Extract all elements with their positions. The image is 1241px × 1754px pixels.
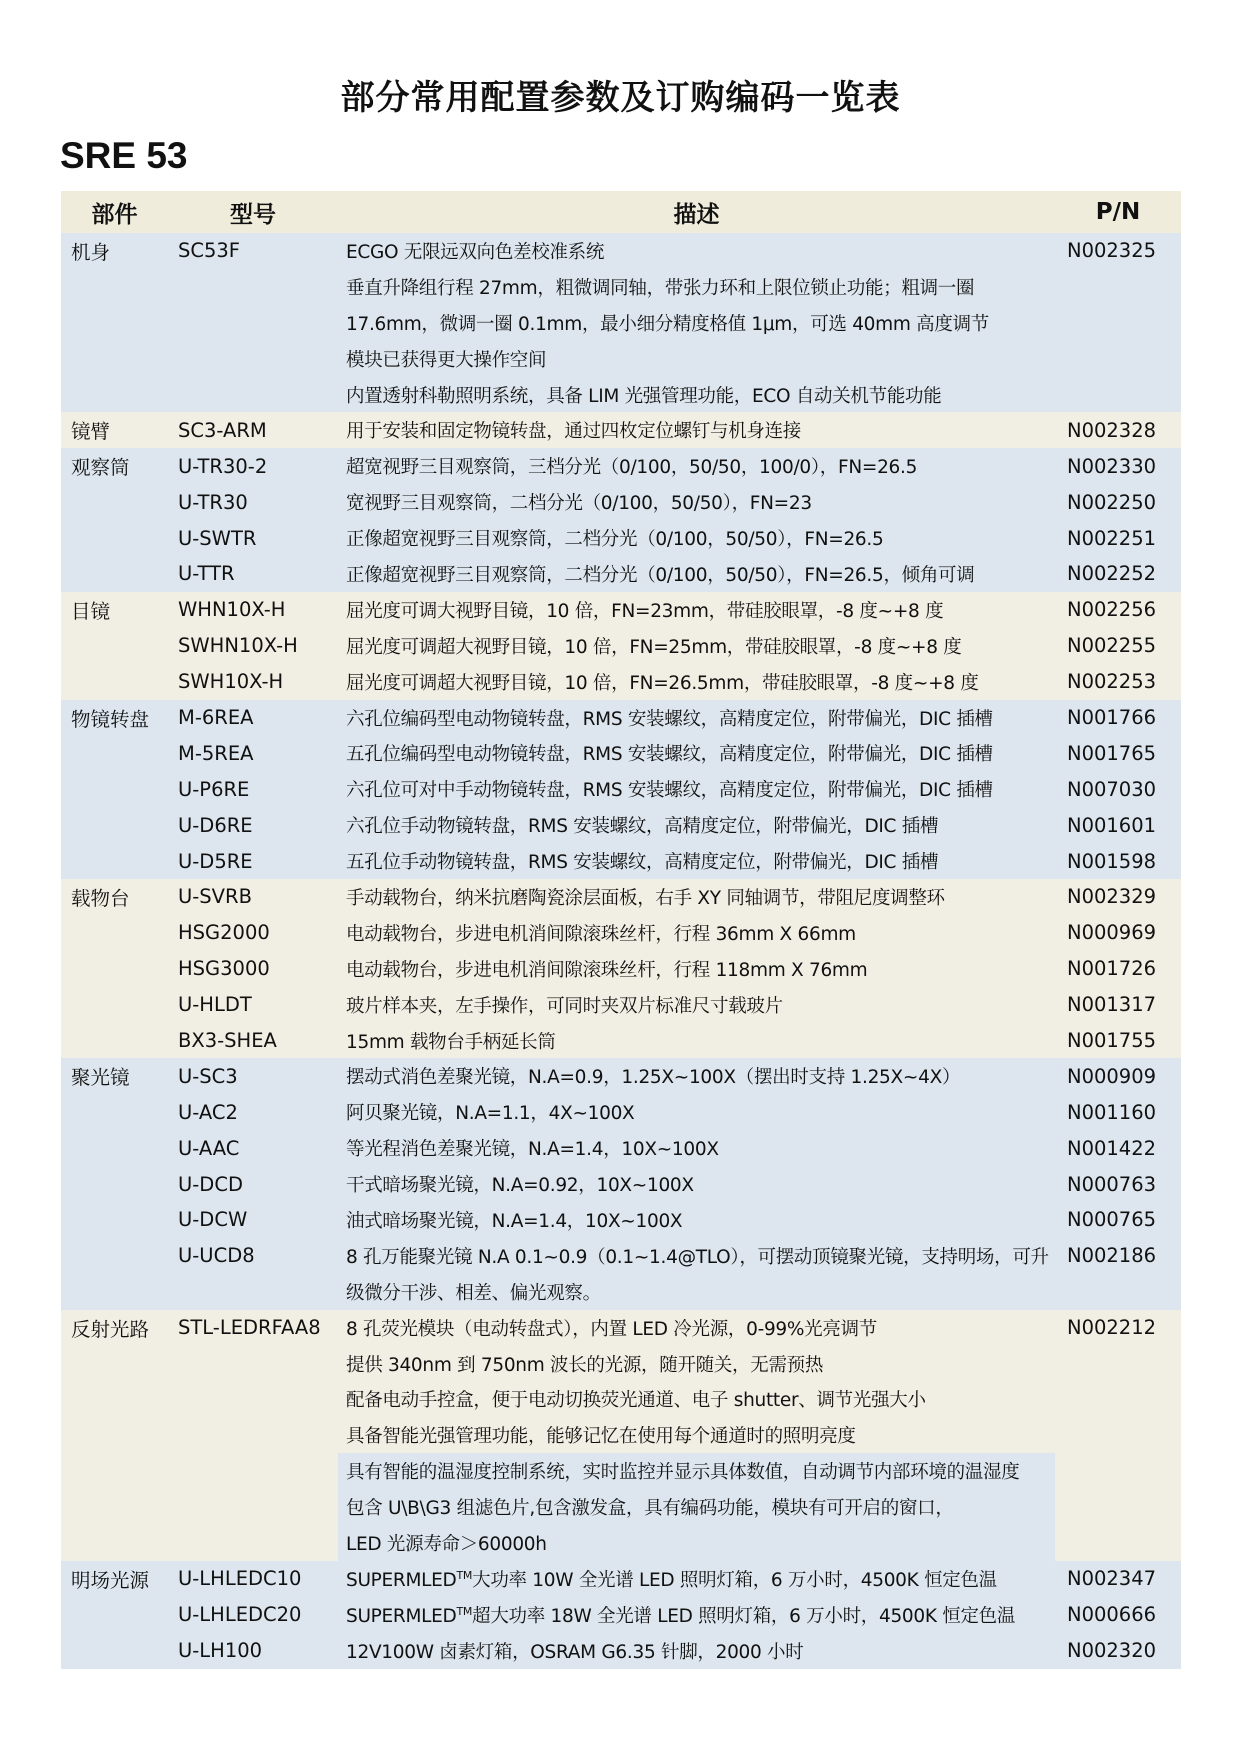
desc-text: 包含 U\B\G3 组滤色片,包含激发盒，具有编码功能，模块有可开启的窗口， bbox=[346, 1498, 954, 1520]
pn-cell bbox=[1055, 341, 1181, 377]
header-desc: 描述 bbox=[338, 191, 1055, 233]
table-row bbox=[61, 1525, 1181, 1561]
table-row bbox=[61, 1094, 1181, 1130]
desc-text: 模块已获得更大操作空间 bbox=[346, 349, 547, 371]
pn-cell: N001598 bbox=[1055, 843, 1181, 879]
table-row bbox=[61, 556, 1181, 592]
desc-cell bbox=[338, 1489, 1055, 1525]
table-row bbox=[61, 1346, 1181, 1382]
part-cell bbox=[61, 664, 168, 700]
model-cell: SC3-ARM bbox=[168, 412, 338, 448]
part-cell bbox=[61, 628, 168, 664]
model-cell: U-D6RE bbox=[168, 807, 338, 843]
trademark-sup: TM bbox=[456, 1604, 473, 1618]
part-cell: 载物台 bbox=[61, 879, 168, 915]
pn-cell: N002325 bbox=[1055, 233, 1181, 269]
model-cell: U-AAC bbox=[168, 1130, 338, 1166]
part-cell bbox=[61, 305, 168, 341]
table-row bbox=[61, 1130, 1181, 1166]
desc-text-tail: 大功率 10W 全光谱 LED 照明灯箱，6 万小时，4500K 恒定色温 bbox=[472, 1569, 997, 1591]
desc-cell bbox=[338, 807, 1055, 843]
desc-text: 电动载物台，步进电机消间隙滚珠丝杆，行程 118mm X 76mm bbox=[346, 959, 868, 981]
desc-text: 级微分干涉、相差、偏光观察。 bbox=[346, 1282, 601, 1304]
desc-cell bbox=[338, 843, 1055, 879]
model-cell bbox=[168, 1489, 338, 1525]
desc-cell bbox=[338, 484, 1055, 520]
desc-text: 具备智能光强管理功能，能够记忆在使用每个通道时的照明亮度 bbox=[346, 1426, 856, 1448]
model-cell: HSG2000 bbox=[168, 915, 338, 951]
table-row bbox=[61, 1202, 1181, 1238]
pn-cell bbox=[1055, 1274, 1181, 1310]
part-cell bbox=[61, 1382, 168, 1418]
desc-cell bbox=[338, 1346, 1055, 1382]
desc-text: 8 孔万能聚光镜 N.A 0.1~0.9（0.1~1.4@TLO），可摆动顶镜聚光镜，支持明场，可升 bbox=[346, 1246, 1049, 1268]
model-cell bbox=[168, 1274, 338, 1310]
pn-cell bbox=[1055, 377, 1181, 413]
part-cell bbox=[61, 1094, 168, 1130]
table-row bbox=[61, 520, 1181, 556]
desc-cell bbox=[338, 1417, 1055, 1453]
desc-text: 17.6mm，微调一圈 0.1mm，最小细分精度格值 1μm，可选 40mm 高度调节 bbox=[346, 313, 989, 335]
pn-cell: N002186 bbox=[1055, 1238, 1181, 1274]
spec-table-body bbox=[61, 233, 1181, 1669]
pn-cell bbox=[1055, 1382, 1181, 1418]
table-row bbox=[61, 1310, 1181, 1346]
model-cell: U-DCW bbox=[168, 1202, 338, 1238]
model-cell bbox=[168, 341, 338, 377]
desc-cell bbox=[338, 735, 1055, 771]
pn-cell: N001422 bbox=[1055, 1130, 1181, 1166]
pn-cell: N000969 bbox=[1055, 915, 1181, 951]
model-cell bbox=[168, 1453, 338, 1489]
desc-text: 15mm 载物台手柄延长筒 bbox=[346, 1031, 556, 1053]
pn-cell: N002347 bbox=[1055, 1561, 1181, 1597]
part-cell: 聚光镜 bbox=[61, 1058, 168, 1094]
part-cell bbox=[61, 987, 168, 1023]
pn-cell: N007030 bbox=[1055, 771, 1181, 807]
desc-text: 屈光度可调超大视野目镜，10 倍，FN=26.5mm，带硅胶眼罩，-8 度~+8 度 bbox=[346, 672, 979, 694]
part-cell bbox=[61, 771, 168, 807]
model-cell bbox=[168, 305, 338, 341]
part-cell bbox=[61, 1597, 168, 1633]
desc-cell bbox=[338, 1166, 1055, 1202]
pn-cell bbox=[1055, 1453, 1181, 1489]
pn-cell: N002330 bbox=[1055, 448, 1181, 484]
model-cell: HSG3000 bbox=[168, 951, 338, 987]
desc-text: 玻片样本夹，左手操作，可同时夹双片标准尺寸载玻片 bbox=[346, 995, 783, 1017]
part-cell bbox=[61, 377, 168, 413]
desc-text: 配备电动手控盒，便于电动切换荧光通道、电子 shutter、调节光强大小 bbox=[346, 1390, 926, 1412]
table-row bbox=[61, 1453, 1181, 1489]
model-cell: U-SVRB bbox=[168, 879, 338, 915]
desc-text: 超宽视野三目观察筒，三档分光（0/100，50/50，100/0），FN=26.5 bbox=[346, 457, 918, 479]
table-row bbox=[61, 592, 1181, 628]
header-model: 型号 bbox=[168, 191, 338, 233]
model-cell: U-AC2 bbox=[168, 1094, 338, 1130]
table-row bbox=[61, 448, 1181, 484]
desc-cell bbox=[338, 664, 1055, 700]
desc-cell bbox=[338, 1202, 1055, 1238]
pn-cell: N001726 bbox=[1055, 951, 1181, 987]
desc-cell bbox=[338, 556, 1055, 592]
part-cell bbox=[61, 1023, 168, 1059]
model-cell bbox=[168, 269, 338, 305]
part-cell bbox=[61, 269, 168, 305]
desc-cell bbox=[338, 700, 1055, 736]
table-row bbox=[61, 341, 1181, 377]
model-cell: U-SWTR bbox=[168, 520, 338, 556]
desc-text: 六孔位可对中手动物镜转盘，RMS 安装螺纹，高精度定位，附带偏光，DIC 插槽 bbox=[346, 780, 993, 802]
desc-text: 提供 340nm 到 750nm 波长的光源，随开随关，无需预热 bbox=[346, 1354, 824, 1376]
desc-text: 摆动式消色差聚光镜，N.A=0.9，1.25X~100X（摆出时支持 1.25X~4X） bbox=[346, 1067, 961, 1089]
table-row bbox=[61, 987, 1181, 1023]
part-cell bbox=[61, 807, 168, 843]
desc-text: 屈光度可调超大视野目镜，10 倍，FN=25mm，带硅胶眼罩，-8 度~+8 度 bbox=[346, 636, 962, 658]
pn-cell bbox=[1055, 1346, 1181, 1382]
desc-cell bbox=[338, 305, 1055, 341]
table-row bbox=[61, 1417, 1181, 1453]
desc-text: 屈光度可调大视野目镜，10 倍，FN=23mm，带硅胶眼罩，-8 度~+8 度 bbox=[346, 600, 944, 622]
desc-text: 六孔位编码型电动物镜转盘，RMS 安装螺纹，高精度定位，附带偏光，DIC 插槽 bbox=[346, 708, 993, 730]
desc-cell bbox=[338, 269, 1055, 305]
desc-text: SUPERMLED bbox=[346, 1605, 457, 1627]
trademark-sup: TM bbox=[456, 1568, 473, 1582]
pn-cell: N002320 bbox=[1055, 1633, 1181, 1669]
desc-cell bbox=[338, 1130, 1055, 1166]
desc-cell bbox=[338, 1094, 1055, 1130]
desc-text-tail: 超大功率 18W 全光谱 LED 照明灯箱，6 万小时，4500K 恒定色温 bbox=[472, 1605, 1016, 1627]
table-row bbox=[61, 843, 1181, 879]
pn-cell bbox=[1055, 1417, 1181, 1453]
desc-text: 五孔位编码型电动物镜转盘，RMS 安装螺纹，高精度定位，附带偏光，DIC 插槽 bbox=[346, 744, 993, 766]
part-cell bbox=[61, 1417, 168, 1453]
desc-text: 油式暗场聚光镜，N.A=1.4，10X~100X bbox=[346, 1210, 683, 1232]
pn-cell: N001601 bbox=[1055, 807, 1181, 843]
part-cell: 明场光源 bbox=[61, 1561, 168, 1597]
table-row bbox=[61, 664, 1181, 700]
table-row bbox=[61, 771, 1181, 807]
desc-text: LED 光源寿命＞60000h bbox=[346, 1534, 547, 1555]
desc-cell bbox=[338, 377, 1055, 413]
pn-cell: N000765 bbox=[1055, 1202, 1181, 1238]
part-cell: 目镜 bbox=[61, 592, 168, 628]
table-row bbox=[61, 879, 1181, 915]
desc-text: 内置透射科勒照明系统，具备 LIM 光强管理功能，ECO 自动关机节能功能 bbox=[346, 385, 942, 407]
part-cell bbox=[61, 520, 168, 556]
model-cell: U-SC3 bbox=[168, 1058, 338, 1094]
pn-cell: N002255 bbox=[1055, 628, 1181, 664]
header-pn: P/N bbox=[1055, 191, 1181, 233]
desc-cell bbox=[338, 1023, 1055, 1059]
table-row bbox=[61, 1058, 1181, 1094]
model-cell: U-LHLEDC10 bbox=[168, 1561, 338, 1597]
table-row bbox=[61, 1238, 1181, 1274]
model-cell: M-6REA bbox=[168, 700, 338, 736]
part-cell bbox=[61, 915, 168, 951]
pn-cell bbox=[1055, 1525, 1181, 1561]
desc-cell bbox=[338, 1561, 1055, 1597]
desc-cell bbox=[338, 771, 1055, 807]
pn-cell: N000666 bbox=[1055, 1597, 1181, 1633]
desc-cell bbox=[338, 592, 1055, 628]
part-cell bbox=[61, 556, 168, 592]
table-row bbox=[61, 1597, 1181, 1633]
part-cell bbox=[61, 484, 168, 520]
desc-cell bbox=[338, 1058, 1055, 1094]
table-row bbox=[61, 1561, 1181, 1597]
page-title: 部分常用配置参数及订购编码一览表 bbox=[340, 78, 901, 118]
desc-text: 等光程消色差聚光镜，N.A=1.4，10X~100X bbox=[346, 1139, 719, 1161]
desc-text: ECGO 无限远双向色差校准系统 bbox=[346, 241, 605, 263]
desc-text: 用于安装和固定物镜转盘，通过四枚定位螺钉与机身连接 bbox=[346, 421, 802, 443]
desc-cell bbox=[338, 448, 1055, 484]
table-row bbox=[61, 628, 1181, 664]
desc-text: SUPERMLED bbox=[346, 1569, 457, 1591]
table-row bbox=[61, 1633, 1181, 1669]
header-part: 部件 bbox=[61, 191, 168, 233]
model-cell: SWH10X-H bbox=[168, 664, 338, 700]
model-cell: U-P6RE bbox=[168, 771, 338, 807]
pn-cell: N001317 bbox=[1055, 987, 1181, 1023]
part-cell bbox=[61, 1346, 168, 1382]
model-cell bbox=[168, 1417, 338, 1453]
desc-cell bbox=[338, 1310, 1055, 1346]
desc-cell bbox=[338, 1453, 1055, 1489]
pn-cell bbox=[1055, 305, 1181, 341]
model-cell: BX3-SHEA bbox=[168, 1023, 338, 1059]
pn-cell: N002329 bbox=[1055, 879, 1181, 915]
desc-text: 8 孔荧光模块（电动转盘式），内置 LED 冷光源，0-99%光亮调节 bbox=[346, 1318, 877, 1340]
desc-text: 具有智能的温湿度控制系统，实时监控并显示具体数值，自动调节内部环境的温湿度 bbox=[346, 1462, 1020, 1484]
model-cell bbox=[168, 1525, 338, 1561]
table-row bbox=[61, 951, 1181, 987]
desc-cell bbox=[338, 628, 1055, 664]
model-cell: U-TR30 bbox=[168, 484, 338, 520]
table-row bbox=[61, 735, 1181, 771]
table-row bbox=[61, 484, 1181, 520]
desc-cell bbox=[338, 233, 1055, 269]
desc-text: 正像超宽视野三目观察筒，二档分光（0/100，50/50），FN=26.5 bbox=[346, 529, 884, 551]
part-cell: 镜臂 bbox=[61, 412, 168, 448]
model-cell: U-TR30-2 bbox=[168, 448, 338, 484]
table-row bbox=[61, 269, 1181, 305]
part-cell bbox=[61, 1274, 168, 1310]
part-cell bbox=[61, 1489, 168, 1525]
desc-cell bbox=[338, 1238, 1055, 1274]
table-row bbox=[61, 412, 1181, 448]
table-row bbox=[61, 700, 1181, 736]
pn-cell bbox=[1055, 269, 1181, 305]
desc-text: 垂直升降组行程 27mm，粗微调同轴，带张力环和上限位锁止功能；粗调一圈 bbox=[346, 277, 975, 299]
desc-cell bbox=[338, 412, 1055, 448]
pn-cell: N002212 bbox=[1055, 1310, 1181, 1346]
model-cell: U-LHLEDC20 bbox=[168, 1597, 338, 1633]
part-cell bbox=[61, 1130, 168, 1166]
table-row bbox=[61, 1489, 1181, 1525]
desc-cell bbox=[338, 1633, 1055, 1669]
desc-text: 宽视野三目观察筒，二档分光（0/100，50/50），FN=23 bbox=[346, 493, 812, 515]
desc-text: 干式暗场聚光镜，N.A=0.92，10X~100X bbox=[346, 1175, 694, 1197]
desc-cell bbox=[338, 879, 1055, 915]
table-row bbox=[61, 1166, 1181, 1202]
pn-cell bbox=[1055, 1489, 1181, 1525]
model-cell: U-LH100 bbox=[168, 1633, 338, 1669]
model-cell bbox=[168, 377, 338, 413]
desc-cell bbox=[338, 951, 1055, 987]
model-cell: U-HLDT bbox=[168, 987, 338, 1023]
part-cell bbox=[61, 1633, 168, 1669]
desc-text: 电动载物台，步进电机消间隙滚珠丝杆，行程 36mm X 66mm bbox=[346, 923, 856, 945]
model-cell: U-TTR bbox=[168, 556, 338, 592]
desc-cell bbox=[338, 1382, 1055, 1418]
model-cell: U-DCD bbox=[168, 1166, 338, 1202]
model-cell: STL-LEDRFAA8 bbox=[168, 1310, 338, 1346]
model-cell: U-UCD8 bbox=[168, 1238, 338, 1274]
desc-cell bbox=[338, 915, 1055, 951]
desc-cell bbox=[338, 341, 1055, 377]
table-row bbox=[61, 1382, 1181, 1418]
pn-cell: N001160 bbox=[1055, 1094, 1181, 1130]
part-cell bbox=[61, 735, 168, 771]
model-title: SRE 53 bbox=[60, 135, 188, 176]
part-cell bbox=[61, 843, 168, 879]
part-cell: 反射光路 bbox=[61, 1310, 168, 1346]
desc-text: 12V100W 卤素灯箱，OSRAM G6.35 针脚，2000 小时 bbox=[346, 1641, 804, 1663]
desc-text: 正像超宽视野三目观察筒，二档分光（0/100，50/50），FN=26.5，倾角可调 bbox=[346, 564, 975, 586]
pn-cell: N002256 bbox=[1055, 592, 1181, 628]
pn-cell: N002250 bbox=[1055, 484, 1181, 520]
desc-cell bbox=[338, 1274, 1055, 1310]
pn-cell: N001755 bbox=[1055, 1023, 1181, 1059]
pn-cell: N000909 bbox=[1055, 1058, 1181, 1094]
table-row bbox=[61, 915, 1181, 951]
model-cell bbox=[168, 1382, 338, 1418]
desc-cell bbox=[338, 520, 1055, 556]
model-cell: WHN10X-H bbox=[168, 592, 338, 628]
table-header-row bbox=[61, 191, 1181, 233]
model-cell: SWHN10X-H bbox=[168, 628, 338, 664]
desc-text: 阿贝聚光镜，N.A=1.1，4X~100X bbox=[346, 1103, 635, 1125]
model-cell: U-D5RE bbox=[168, 843, 338, 879]
table-row bbox=[61, 305, 1181, 341]
desc-text: 六孔位手动物镜转盘，RMS 安装螺纹，高精度定位，附带偏光，DIC 插槽 bbox=[346, 816, 939, 838]
pn-cell: N002328 bbox=[1055, 412, 1181, 448]
table-row bbox=[61, 377, 1181, 413]
part-cell bbox=[61, 1525, 168, 1561]
part-cell bbox=[61, 951, 168, 987]
part-cell bbox=[61, 1453, 168, 1489]
part-cell bbox=[61, 341, 168, 377]
desc-text: 五孔位手动物镜转盘，RMS 安装螺纹，高精度定位，附带偏光，DIC 插槽 bbox=[346, 852, 939, 874]
pn-cell: N001765 bbox=[1055, 735, 1181, 771]
desc-cell bbox=[338, 1597, 1055, 1633]
desc-cell bbox=[338, 1525, 1055, 1561]
table-row bbox=[61, 1023, 1181, 1059]
part-cell: 观察筒 bbox=[61, 448, 168, 484]
model-cell bbox=[168, 1346, 338, 1382]
part-cell: 机身 bbox=[61, 233, 168, 269]
pn-cell: N000763 bbox=[1055, 1166, 1181, 1202]
spec-table bbox=[61, 191, 1181, 1669]
desc-cell bbox=[338, 987, 1055, 1023]
model-cell: M-5REA bbox=[168, 735, 338, 771]
part-cell bbox=[61, 1202, 168, 1238]
pn-cell: N001766 bbox=[1055, 700, 1181, 736]
table-row bbox=[61, 807, 1181, 843]
desc-text: 手动载物台，纳米抗磨陶瓷涂层面板，右手 XY 同轴调节，带阻尼度调整环 bbox=[346, 887, 945, 909]
table-row bbox=[61, 1274, 1181, 1310]
pn-cell: N002252 bbox=[1055, 556, 1181, 592]
model-cell: SC53F bbox=[168, 233, 338, 269]
part-cell: 物镜转盘 bbox=[61, 700, 168, 736]
part-cell bbox=[61, 1238, 168, 1274]
table-row bbox=[61, 233, 1181, 269]
pn-cell: N002253 bbox=[1055, 664, 1181, 700]
pn-cell: N002251 bbox=[1055, 520, 1181, 556]
part-cell bbox=[61, 1166, 168, 1202]
